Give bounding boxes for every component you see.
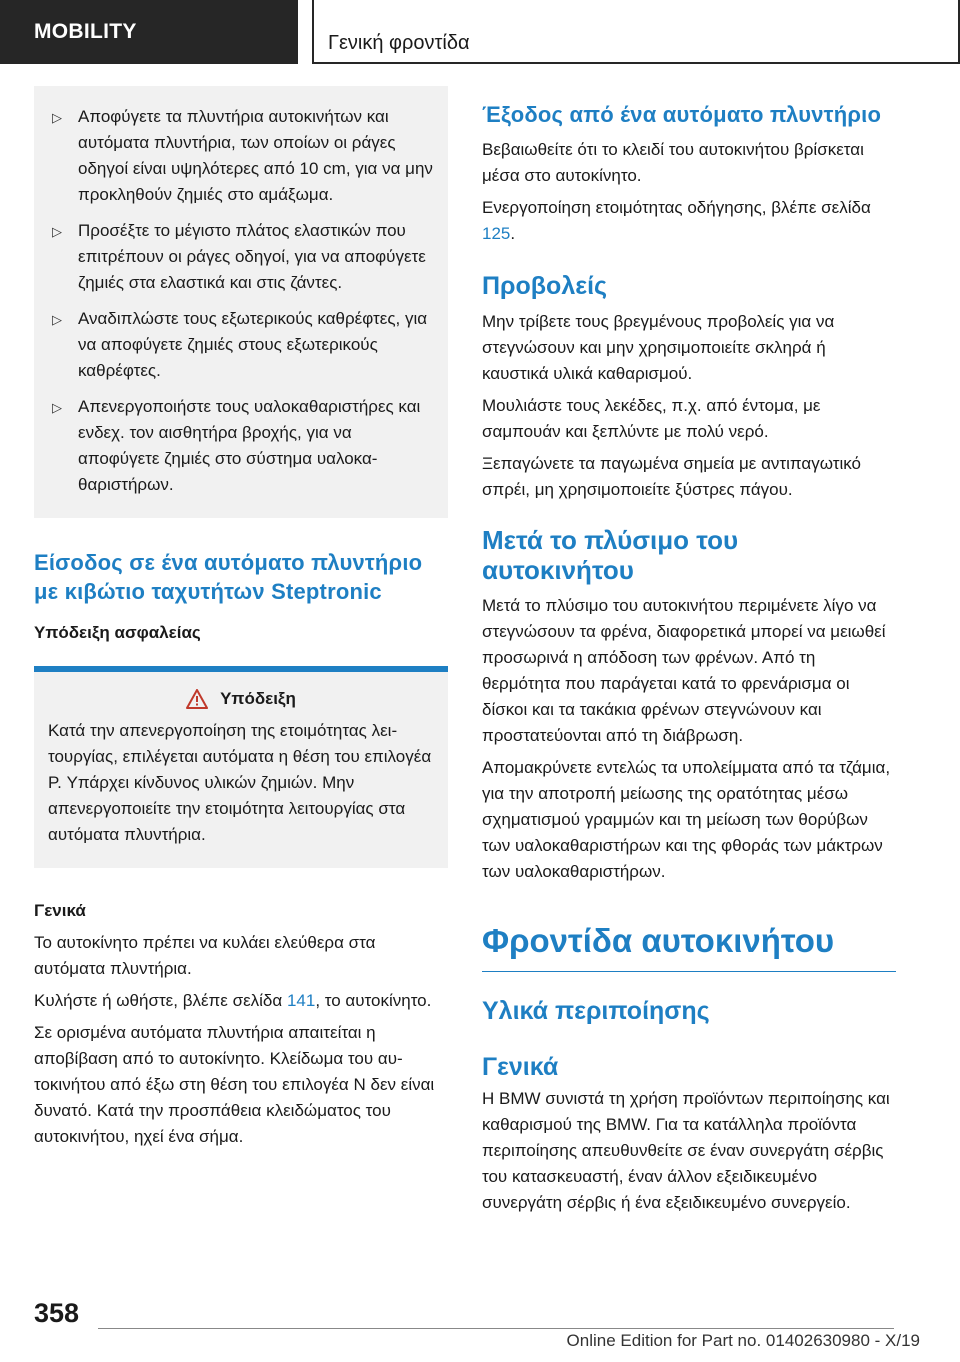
section-heading-general: Γενικά [482, 1053, 559, 1081]
warning-triangle-icon [186, 689, 208, 709]
list-item: ▷ Προσέξτε το μέγιστο πλάτος ελαστικών που επιτρέπουν οι ράγες οδηγοί, για να αποφύγετε ζημιές στα ελαστικά και στις ζάντες. [52, 218, 434, 296]
page-link-141[interactable]: 141 [286, 991, 316, 1010]
general-label: Γενικά [34, 901, 86, 920]
footer-rule [98, 1328, 894, 1329]
triangle-bullet-icon: ▷ [52, 224, 62, 239]
paragraph: Σε ορισμένα αυτόματα πλυντήρια απαιτείται η αποβίβαση από το αυτοκίνητο. Κλείδωμα του αυτοκινήτου από έξω στη θέση του επιλογέα N δεν είναι δυνατό. Κατά την προσπάθεια κλειδώματος του αυτοκινήτου, ηχεί ένα σήμα. [34, 1023, 435, 1146]
paragraph: Μην τρίβετε τους βρεγμένους προβολείς για να στεγνώσουν και μην χρησιμοποιείτε σκληρά ή καυστικά υλικά καθαρισμού. [482, 312, 835, 383]
paragraph: Βεβαιωθείτε ότι το κλειδί του αυτοκινήτου βρίσκεται μέσα στο αυτοκίνητο. [482, 140, 864, 185]
left-column [34, 86, 448, 1150]
header-title-frame [312, 0, 960, 64]
section-heading-care-products: Υλικά περιποίησης [482, 997, 710, 1025]
page-link-125[interactable]: 125 [482, 224, 511, 243]
paragraph: Το αυτοκίνητο πρέπει να κυλάει ελεύθερα στα αυτόματα πλυντήρια. [34, 933, 376, 978]
warning-title: Υπόδειξη [220, 689, 296, 708]
triangle-bullet-icon: ▷ [52, 110, 62, 125]
heading-rule [482, 971, 896, 972]
paragraph: Μουλιάστε τους λεκέδες, π.χ. από έντομα, με σαμπουάν και ξεπλύντε με πολύ νερό. [482, 396, 821, 441]
page-number: 358 [34, 1298, 80, 1328]
chapter-title: Γενική φροντίδα [328, 32, 470, 54]
paragraph: Η BMW συνιστά τη χρήση προϊόντων περιποίησης και καθαρισμού της BMW. Για τα κατάλληλα προϊόντα περιποίησης απευθυνθείτε σε έναν συνεργάτη σέρβις του κατασκευαστή, έναν άλλον εξειδικευμένο συνεργάτη σέρβις ή ένα εξειδικευμένο συνεργείο. [482, 1089, 890, 1212]
footer-edition: Online Edition for Part no. 01402630980 - X/19 [566, 1331, 920, 1350]
paragraph: Ξεπαγώνετε τα παγωμένα σημεία με αντιπαγωτικό σπρέι, μη χρησιμοποιείτε ξύστρες πάγου. [482, 454, 862, 499]
right-column [482, 100, 896, 1216]
section-heading-headlights: Προβολείς [482, 272, 608, 300]
safety-label: Υπόδειξη ασφαλείας [34, 623, 201, 642]
list-item: ▷ Αναδιπλώστε τους εξωτερικούς καθρέφτες, για να αποφύγετε ζημιές στους εξωτερικούς καθρέφτες. [52, 306, 434, 384]
list-item: ▷ Απενεργοποιήστε τους υαλοκαθαριστήρες και ενδεχ. τον αισθητήρα βροχής, για να αποφύγετε ζημιές στο σύστημα υαλοκαθαριστήρων. [52, 394, 434, 498]
section-tab[interactable]: MOBILITY [0, 0, 298, 64]
chapter-heading-car-care: Φροντίδα αυτοκινήτου [482, 922, 835, 959]
bullet-list [34, 86, 448, 518]
warning-text: Κατά την απενεργοποίηση της ετοιμότητας λειτουργίας, επιλέγεται αυτόματα η θέση του επιλογέα P. Υπάρχει κίνδυνος υλικών ζημιών. Μην απενεργοποιείτε την ετοιμότητα λειτουργίας στα αυτόματα πλυντήρια. [48, 721, 432, 844]
paragraph: Μετά το πλύσιμο του αυτοκινήτου περιμένετε λίγο να στεγνώσουν τα φρένα, διαφορετικά μπορεί να μειωθεί προσωρινά η απόδοση των φρένων. Από τη θερμότητα που παράγεται κατά το φρενάρισμα οι δίσκοι και τα τακάκια φρένων στεγνώνουν και προστατεύονται από τη διάβρωση. [482, 596, 886, 745]
page-header [0, 0, 960, 66]
warning-box [34, 672, 448, 868]
section-heading-steptronic: Είσοδος σε ένα αυτόματο πλυντήριο με κιβώτιο ταχυτήτων Steptronic [34, 550, 423, 604]
paragraph: Κυλήστε ή ωθήστε, βλέπε σελίδα 141, το αυτοκίνητο. [34, 991, 432, 1010]
section-heading-exit: Έξοδος από ένα αυτόματο πλυντήριο [482, 102, 882, 127]
list-item: ▷ Αποφύγετε τα πλυντήρια αυτοκινήτων και αυτόματα πλυντήρια, των οποίων οι ράγες οδηγοί είναι υψηλότερες από 10 cm, για να μην προκληθούν ζημιές στο αμάξωμα. [52, 104, 434, 208]
paragraph: Ενεργοποίηση ετοιμότητας οδήγησης, βλέπε σελίδα 125. [482, 198, 871, 243]
triangle-bullet-icon: ▷ [52, 400, 62, 415]
triangle-bullet-icon: ▷ [52, 312, 62, 327]
paragraph: Απομακρύνετε εντελώς τα υπολείμματα από τα τζάμια, για την αποτροπή μείωσης της ορατότητας μέσω σχηματισμού γραμμών και τη μείωση των θορύβων των υαλοκαθαριστήρων και της φθοράς των μάκτρων των υαλοκαθαριστήρων. [482, 758, 891, 881]
section-heading-after-wash: Μετά το πλύσιμο του αυτοκινήτου [482, 525, 739, 585]
